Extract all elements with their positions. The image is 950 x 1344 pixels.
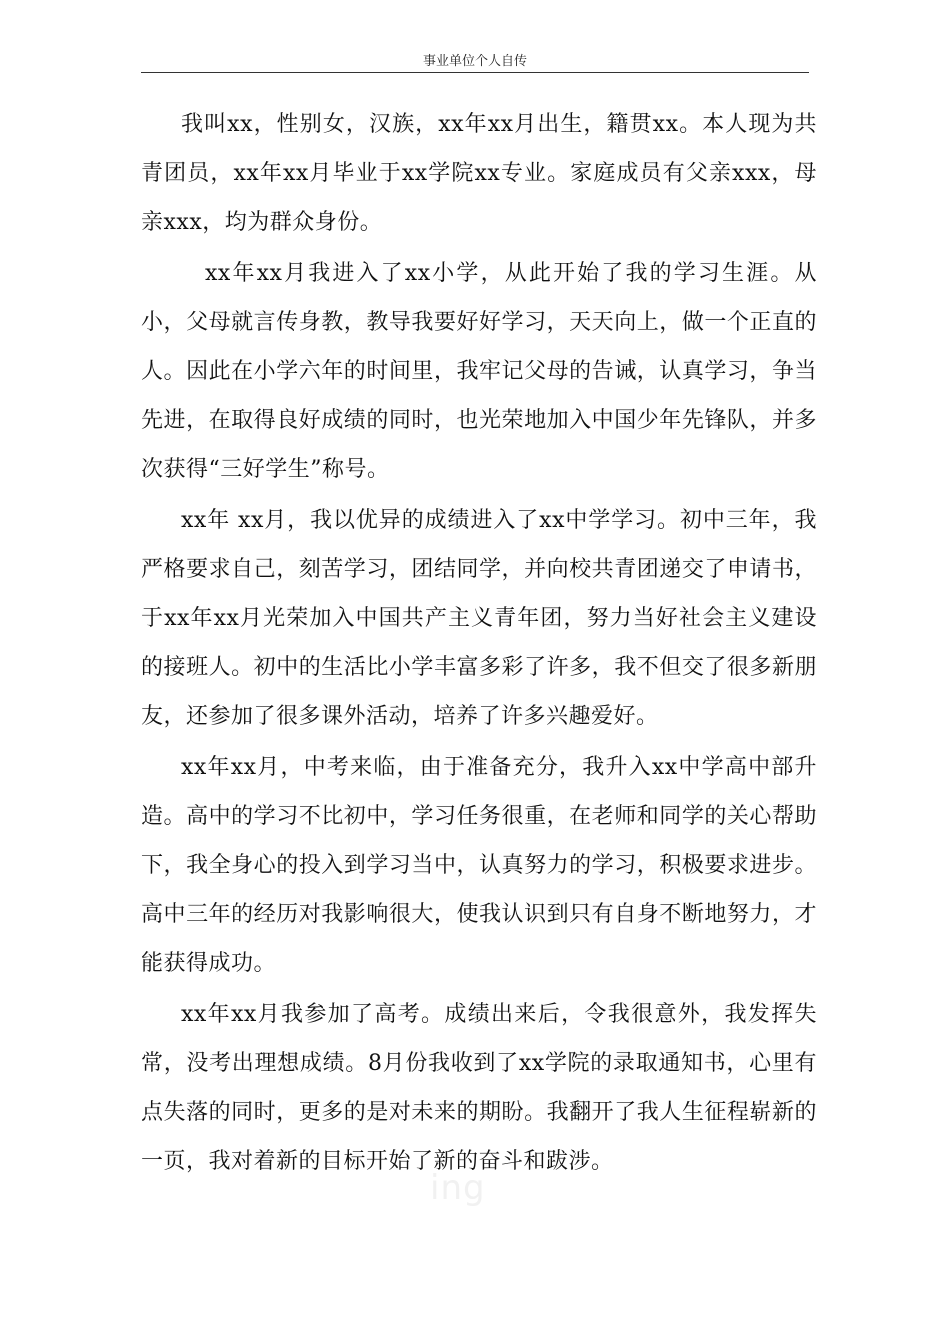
paragraph-middle-school: xx年 xx月，我以优异的成绩进入了xx中学学习。初中三年，我严格要求自己，刻苦学习，团结同学，并向校共青团递交了申请书，于xx年xx月光荣加入中国共产主义青年团，努力当好社会主义建设的接班人。初中的生活比小学丰富多彩了许多，我不但交了很多新朋友，还参加了很多课外活动，培养了许多兴趣爱好。 <box>141 508 817 729</box>
faint-watermark: ing <box>430 1168 486 1208</box>
paragraph-high-school: xx年xx月，中考来临，由于准备充分，我升入xx中学高中部升造。高中的学习不比初中，学习任务很重，在老师和同学的关心帮助下，我全身心的投入到学习当中，认真努力的学习，积极要求进步。高中三年的经历对我影响很大，使我认识到只有自身不断地努力，才能获得成功。 <box>141 755 817 976</box>
paragraph-college-entrance: xx年xx月我参加了高考。成绩出来后，令我很意外，我发挥失常，没考出理想成绩。8月份我收到了xx学院的录取通知书，心里有点失落的同时，更多的是对未来的期盼。我翻开了我人生征程崭新的一页，我对着新的目标开始了新的奋斗和跋涉。 <box>141 1002 817 1174</box>
header-divider <box>141 72 809 73</box>
paragraph-intro: 我叫xx，性别女，汉族，xx年xx月出生，籍贯xx。本人现为共青团员，xx年xx月毕业于xx学院xx专业。家庭成员有父亲xxx，母亲xxx，均为群众身份。 <box>141 112 817 235</box>
document-body <box>141 100 817 1188</box>
paragraph-primary-school: xx年xx月我进入了xx小学，从此开始了我的学习生涯。从小，父母就言传身教，教导我要好好学习，天天向上，做一个正直的人。因此在小学六年的时间里，我牢记父母的告诫，认真学习，争当先进，在取得良好成绩的同时，也光荣地加入中国少年先锋队，并多次获得“三好学生”称号。 <box>141 261 817 482</box>
page-header-title: 事业单位个人自传 <box>422 54 527 69</box>
